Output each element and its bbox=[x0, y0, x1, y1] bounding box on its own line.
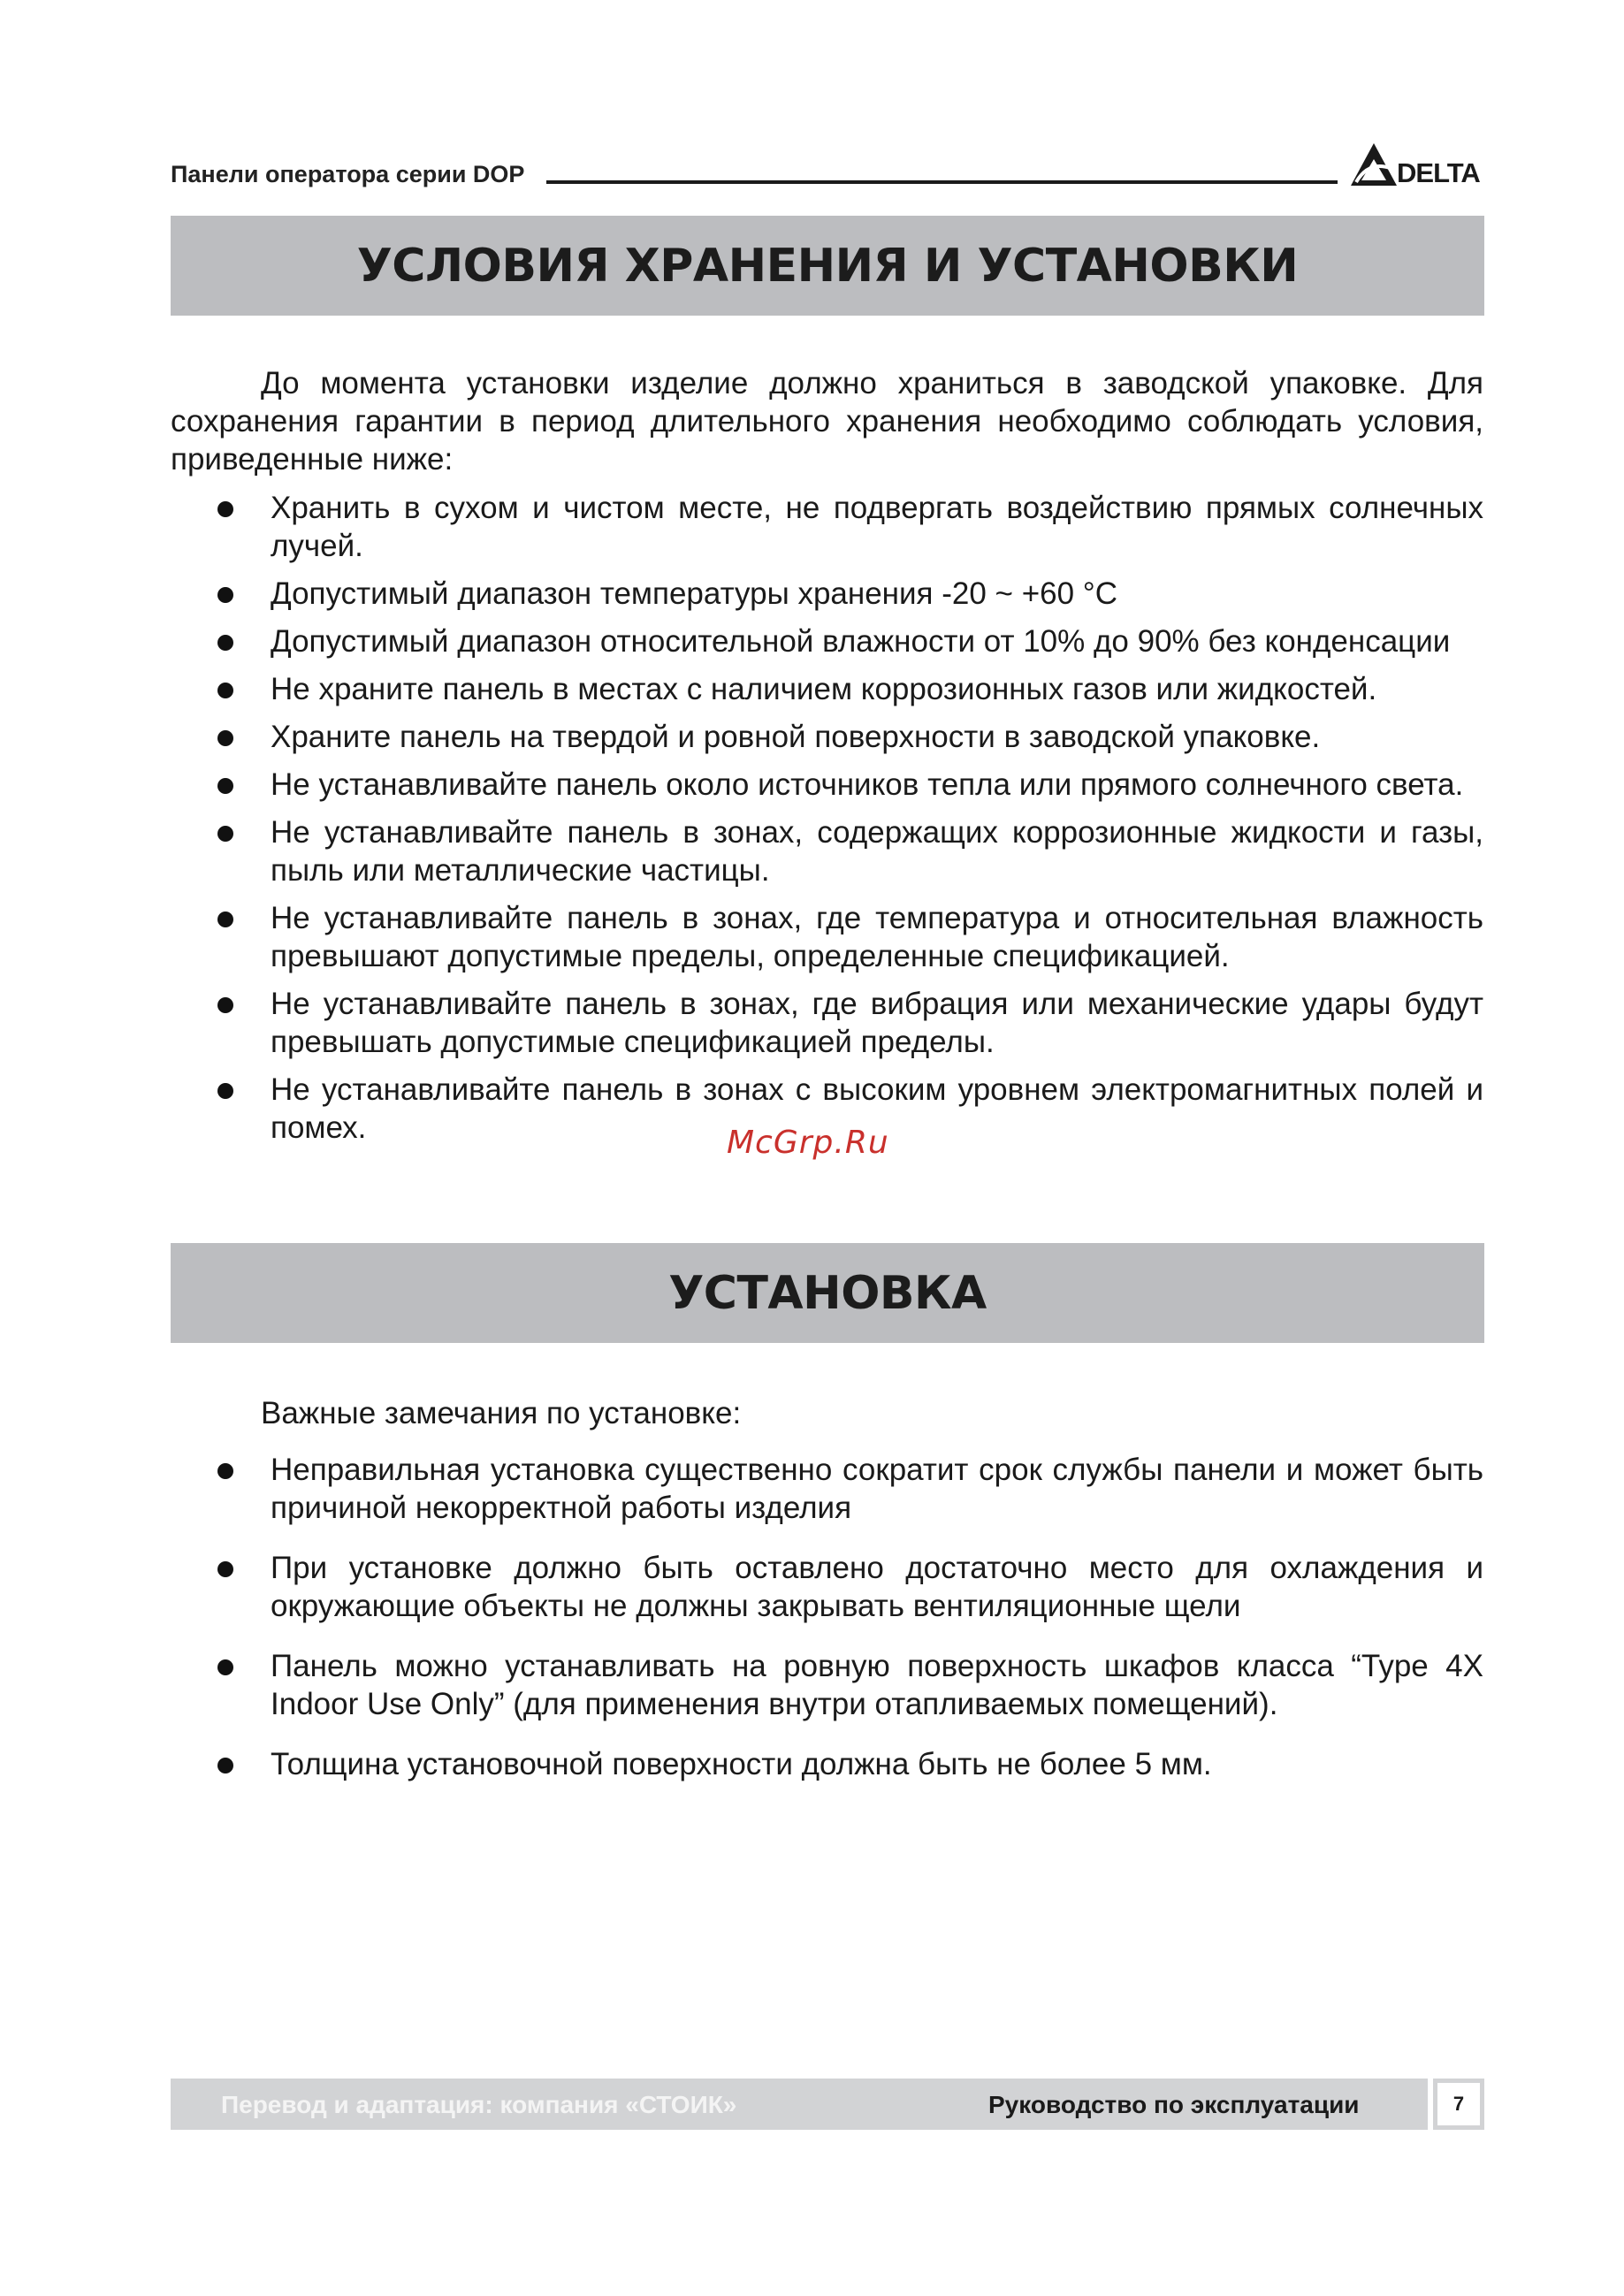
bullet-icon bbox=[217, 683, 233, 698]
logo-text: DELTA bbox=[1397, 157, 1480, 188]
list-item: Не устанавливайте панель в зонах, где температура и относительная влажность превышают допустимые пределы, определенные спецификацией. bbox=[171, 899, 1483, 975]
list-item: Не устанавливайте панель в зонах с высоким уровнем электромагнитных полей и помех. bbox=[171, 1071, 1483, 1147]
list-item: Не устанавливайте панель в зонах, содержащих коррозионные жидкости и газы, пыль или металлические частицы. bbox=[171, 813, 1483, 889]
page-number: 7 bbox=[1437, 2083, 1480, 2125]
list-item: Допустимый диапазон относительной влажности от 10% до 90% без конденсации bbox=[171, 622, 1483, 660]
delta-logo bbox=[1351, 141, 1483, 186]
list-item: Хранить в сухом и чистом месте, не подвергать воздействию прямых солнечных лучей. bbox=[171, 489, 1483, 565]
list-item: Не храните панель в местах с наличием коррозионных газов или жидкостей. bbox=[171, 670, 1483, 708]
section1-intro-paragraph bbox=[171, 364, 1483, 478]
list-item: Храните панель на твердой и ровной поверхности в заводской упаковке. bbox=[171, 718, 1483, 756]
section2-intro: Важные замечания по установке: bbox=[261, 1396, 742, 1430]
section2-list bbox=[171, 1451, 1483, 1783]
section1-title: УСЛОВИЯ ХРАНЕНИЯ И УСТАНОВКИ bbox=[356, 239, 1299, 293]
bullet-icon bbox=[217, 1659, 233, 1675]
bullet-icon bbox=[217, 1758, 233, 1773]
page-number-box bbox=[1433, 2079, 1484, 2130]
bullet-icon bbox=[217, 1561, 233, 1577]
footer-manual-title: Руководство по эксплуатации bbox=[988, 2091, 1360, 2118]
header-title: Панели оператора серии DOP bbox=[171, 161, 525, 187]
section1-intro-text: До момента установки изделие должно храниться в заводской упаковке. Для сохранения гарантии в период длительного хранения необходимо соблюдать условия, приведенные ниже: bbox=[171, 366, 1483, 477]
bullet-icon bbox=[217, 1463, 233, 1479]
list-item: Панель можно устанавливать на ровную поверхность шкафов класса “Type 4X Indoor Use Only” (для применения внутри отапливаемых помещений). bbox=[171, 1647, 1483, 1723]
footer-bar bbox=[171, 2079, 1428, 2130]
section1-banner bbox=[171, 216, 1484, 316]
list-item: Не устанавливайте панель около источников тепла или прямого солнечного света. bbox=[171, 766, 1483, 804]
bullet-icon bbox=[217, 997, 233, 1013]
page-footer bbox=[171, 2079, 1484, 2130]
bullet-icon bbox=[217, 826, 233, 842]
watermark: McGrp.Ru bbox=[727, 1125, 889, 1161]
section2-banner bbox=[171, 1243, 1484, 1343]
bullet-icon bbox=[217, 501, 233, 517]
list-item: Неправильная установка существенно сократит срок службы панели и может быть причиной некорректной работы изделия bbox=[171, 1451, 1483, 1527]
section2-title: УСТАНОВКА bbox=[668, 1266, 987, 1320]
list-item: При установке должно быть оставлено достаточно место для охлаждения и окружающие объекты не должны закрывать вентиляционные щели bbox=[171, 1549, 1483, 1625]
page-header bbox=[171, 157, 1483, 193]
bullet-icon bbox=[217, 635, 233, 651]
footer-translation-credit: Перевод и адаптация: компания «СТОИК» bbox=[221, 2091, 737, 2118]
bullet-icon bbox=[217, 587, 233, 603]
list-item: Допустимый диапазон температуры хранения -20 ~ +60 °C bbox=[171, 575, 1483, 613]
bullet-icon bbox=[217, 1083, 233, 1099]
list-item: Не устанавливайте панель в зонах, где вибрация или механические удары будут превышать допустимые спецификацией пределы. bbox=[171, 985, 1483, 1061]
bullet-icon bbox=[217, 778, 233, 794]
delta-logo-icon bbox=[1351, 141, 1400, 187]
section1-list bbox=[171, 489, 1483, 1147]
bullet-icon bbox=[217, 730, 233, 746]
header-rule bbox=[546, 180, 1338, 184]
bullet-icon bbox=[217, 912, 233, 927]
list-item: Толщина установочной поверхности должна быть не более 5 мм. bbox=[171, 1745, 1483, 1783]
